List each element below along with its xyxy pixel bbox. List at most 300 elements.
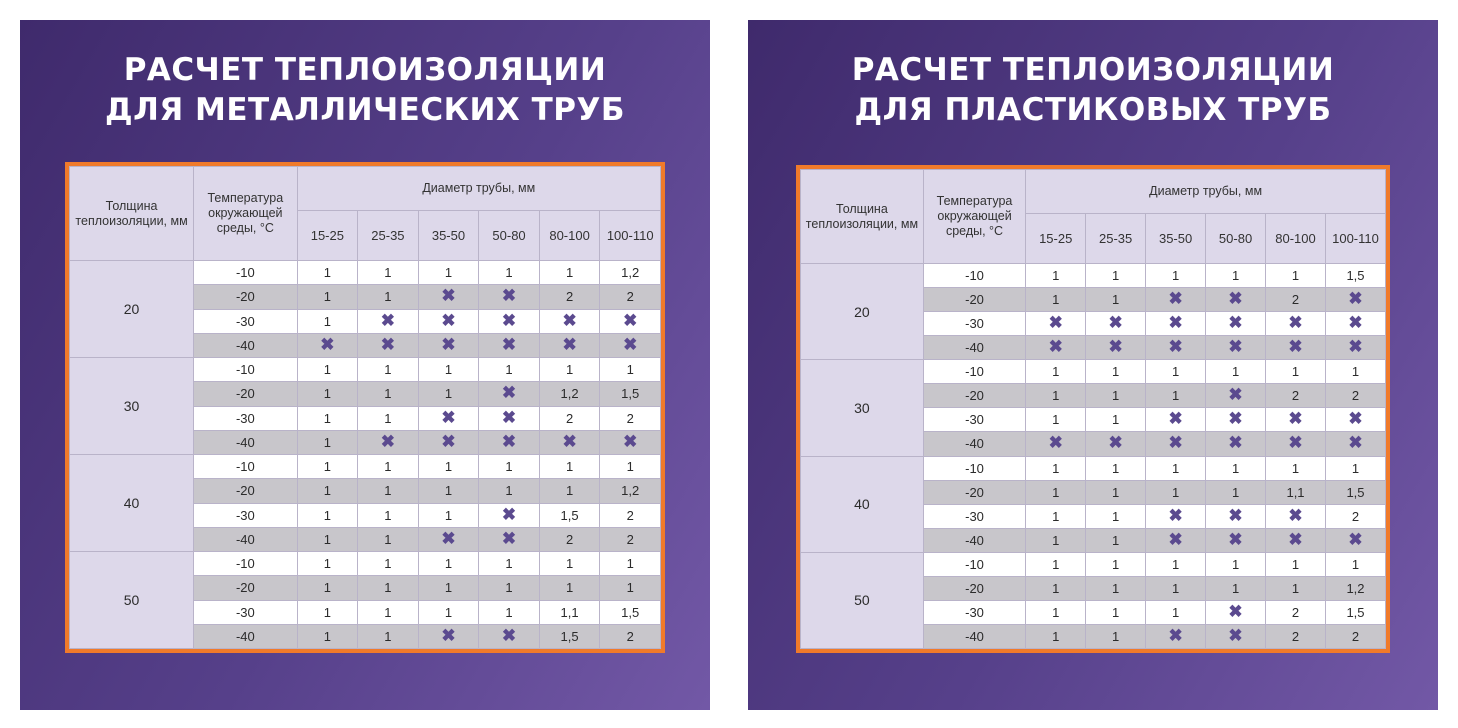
cross-icon: ✖: [1228, 529, 1243, 549]
temperature-cell: -10: [923, 264, 1025, 288]
not-applicable-cell: [1146, 504, 1206, 528]
temperature-cell: -10: [923, 456, 1025, 480]
thickness-cell: 40: [801, 456, 924, 552]
value-cell: 1: [539, 552, 600, 576]
temperature-cell: -30: [194, 600, 297, 624]
cross-icon: ✖: [441, 431, 456, 451]
temperature-cell: -40: [923, 528, 1025, 552]
value-cell: 1,2: [539, 382, 600, 406]
temperature-cell: -20: [194, 576, 297, 600]
cross-icon: ✖: [501, 528, 517, 548]
cross-icon: ✖: [1288, 313, 1303, 333]
cross-icon: ✖: [501, 407, 517, 427]
cross-icon: ✖: [562, 334, 577, 354]
value-cell: 1: [418, 552, 479, 576]
cross-icon: ✖: [1168, 529, 1183, 549]
not-applicable-cell: [600, 333, 661, 357]
cross-icon: ✖: [1228, 337, 1243, 357]
thickness-cell: 50: [801, 552, 924, 648]
value-cell: 1: [1206, 456, 1266, 480]
diameter-header: Диаметр трубы, мм: [297, 167, 660, 211]
insulation-table-frame: [65, 162, 665, 653]
value-cell: 1: [1026, 480, 1086, 504]
cross-icon: ✖: [1228, 625, 1243, 645]
title-line-1: РАСЧЕТ ТЕПЛОИЗОЛЯЦИИ: [123, 52, 607, 88]
insulation-table: [69, 166, 661, 649]
temperature-cell: -20: [194, 479, 297, 503]
value-cell: 1: [1026, 576, 1086, 600]
table-row: [801, 552, 1386, 576]
cross-icon: ✖: [623, 334, 638, 354]
diameter-column-header: 50-80: [479, 211, 540, 261]
table-row: [70, 261, 661, 285]
value-cell: 1: [1325, 456, 1385, 480]
value-cell: 1,2: [1325, 576, 1385, 600]
not-applicable-cell: [297, 333, 358, 357]
cross-icon: ✖: [1108, 337, 1123, 357]
value-cell: 1: [600, 455, 661, 479]
value-cell: 2: [600, 527, 661, 551]
not-applicable-cell: [1266, 312, 1326, 336]
value-cell: 1: [1146, 264, 1206, 288]
value-cell: 1: [358, 479, 419, 503]
cross-icon: ✖: [441, 310, 456, 330]
value-cell: 1: [1146, 384, 1206, 408]
temperature-cell: -30: [923, 504, 1025, 528]
not-applicable-cell: [358, 333, 419, 357]
cross-icon: ✖: [441, 286, 456, 306]
thickness-cell: 20: [801, 264, 924, 360]
value-cell: 1: [1086, 384, 1146, 408]
diameter-column-header: 15-25: [1026, 214, 1086, 264]
not-applicable-cell: [1206, 528, 1266, 552]
value-cell: 1,2: [600, 261, 661, 285]
not-applicable-cell: [358, 430, 419, 454]
diameter-header: Диаметр трубы, мм: [1026, 170, 1386, 214]
temperature-header: Температура окружающей среды, °С: [194, 167, 297, 261]
cross-icon: ✖: [562, 431, 577, 451]
value-cell: 1: [358, 261, 419, 285]
value-cell: 1,5: [600, 600, 661, 624]
value-cell: 1: [1146, 456, 1206, 480]
temperature-cell: -40: [194, 333, 297, 357]
value-cell: 1: [297, 309, 358, 333]
value-cell: 1: [479, 358, 540, 382]
not-applicable-cell: [1146, 624, 1206, 648]
not-applicable-cell: [1266, 408, 1326, 432]
temperature-cell: -30: [923, 408, 1025, 432]
cross-icon: ✖: [501, 334, 517, 354]
not-applicable-cell: [1026, 336, 1086, 360]
value-cell: 1: [1146, 576, 1206, 600]
temperature-cell: -30: [194, 309, 297, 333]
value-cell: 1: [1146, 480, 1206, 504]
value-cell: 2: [539, 527, 600, 551]
not-applicable-cell: [479, 624, 540, 648]
cross-icon: ✖: [1168, 337, 1183, 357]
value-cell: 1: [1026, 360, 1086, 384]
value-cell: 2: [600, 285, 661, 309]
cross-icon: ✖: [441, 625, 456, 645]
value-cell: 1,1: [1266, 480, 1326, 504]
value-cell: 1: [418, 261, 479, 285]
value-cell: 1: [1266, 456, 1326, 480]
not-applicable-cell: [418, 430, 479, 454]
not-applicable-cell: [1206, 504, 1266, 528]
cross-icon: ✖: [501, 383, 517, 403]
value-cell: 2: [600, 624, 661, 648]
temperature-cell: -10: [194, 455, 297, 479]
value-cell: 1: [1266, 360, 1326, 384]
cross-icon: ✖: [1228, 505, 1243, 525]
value-cell: 1,1: [539, 600, 600, 624]
not-applicable-cell: [539, 333, 600, 357]
cross-icon: ✖: [1168, 409, 1183, 429]
value-cell: 1: [1146, 600, 1206, 624]
not-applicable-cell: [358, 309, 419, 333]
value-cell: 1: [358, 503, 419, 527]
diameter-column-header: 25-35: [358, 211, 419, 261]
thickness-cell: 30: [801, 360, 924, 456]
value-cell: 1: [1026, 264, 1086, 288]
value-cell: 1: [1026, 624, 1086, 648]
value-cell: 1: [1026, 288, 1086, 312]
value-cell: 1: [297, 503, 358, 527]
panel-title: [748, 50, 1438, 130]
not-applicable-cell: [1086, 432, 1146, 456]
not-applicable-cell: [418, 333, 479, 357]
value-cell: 1: [1086, 504, 1146, 528]
not-applicable-cell: [1206, 336, 1266, 360]
value-cell: 1: [600, 552, 661, 576]
temperature-cell: -20: [194, 285, 297, 309]
not-applicable-cell: [1206, 432, 1266, 456]
cross-icon: ✖: [562, 310, 577, 330]
table-row: [70, 552, 661, 576]
value-cell: 1: [1026, 456, 1086, 480]
value-cell: 1,5: [600, 382, 661, 406]
not-applicable-cell: [418, 527, 479, 551]
value-cell: 1: [358, 576, 419, 600]
cross-icon: ✖: [1048, 337, 1063, 357]
value-cell: 1: [418, 600, 479, 624]
not-applicable-cell: [1146, 408, 1206, 432]
not-applicable-cell: [1146, 288, 1206, 312]
value-cell: 1: [297, 382, 358, 406]
diameter-column-header: 15-25: [297, 211, 358, 261]
value-cell: 1: [539, 576, 600, 600]
value-cell: 1: [1086, 456, 1146, 480]
temperature-cell: -10: [194, 358, 297, 382]
cross-icon: ✖: [1168, 433, 1183, 453]
value-cell: 1: [297, 479, 358, 503]
value-cell: 1: [1026, 552, 1086, 576]
cross-icon: ✖: [1168, 313, 1183, 333]
not-applicable-cell: [1146, 432, 1206, 456]
value-cell: 1: [1146, 360, 1206, 384]
value-cell: 1: [1026, 384, 1086, 408]
value-cell: 1: [1086, 576, 1146, 600]
thickness-header: Толщина теплоизоляции, мм: [801, 170, 924, 264]
not-applicable-cell: [1206, 600, 1266, 624]
cross-icon: ✖: [501, 286, 517, 306]
not-applicable-cell: [1325, 432, 1385, 456]
plastic-pipes-panel: [748, 20, 1438, 710]
not-applicable-cell: [418, 309, 479, 333]
not-applicable-cell: [539, 430, 600, 454]
cross-icon: ✖: [380, 334, 396, 354]
value-cell: 1: [358, 552, 419, 576]
title-line-2: ДЛЯ МЕТАЛЛИЧЕСКИХ ТРУБ: [105, 92, 625, 128]
value-cell: 1: [479, 261, 540, 285]
temperature-cell: -30: [194, 503, 297, 527]
not-applicable-cell: [1325, 408, 1385, 432]
value-cell: 1: [358, 382, 419, 406]
value-cell: 1: [358, 624, 419, 648]
thickness-cell: 30: [70, 358, 194, 455]
thickness-cell: 50: [70, 552, 194, 649]
value-cell: 2: [1325, 384, 1385, 408]
value-cell: 1: [1146, 552, 1206, 576]
value-cell: 1: [297, 285, 358, 309]
value-cell: 1: [1086, 360, 1146, 384]
cross-icon: ✖: [380, 310, 396, 330]
diameter-column-header: 35-50: [418, 211, 479, 261]
value-cell: 2: [1266, 600, 1326, 624]
not-applicable-cell: [418, 406, 479, 430]
value-cell: 1: [358, 527, 419, 551]
not-applicable-cell: [1325, 528, 1385, 552]
cross-icon: ✖: [1348, 529, 1363, 549]
value-cell: 1: [1026, 408, 1086, 432]
panel-title: [20, 50, 710, 130]
value-cell: 1,5: [539, 624, 600, 648]
cross-icon: ✖: [441, 334, 456, 354]
cross-icon: ✖: [1288, 409, 1303, 429]
value-cell: 1,2: [600, 479, 661, 503]
not-applicable-cell: [1266, 528, 1326, 552]
temperature-cell: -20: [194, 382, 297, 406]
cross-icon: ✖: [623, 431, 638, 451]
cross-icon: ✖: [1228, 313, 1243, 333]
value-cell: 1: [1086, 600, 1146, 624]
cross-icon: ✖: [1288, 529, 1303, 549]
value-cell: 1: [1026, 504, 1086, 528]
cross-icon: ✖: [1228, 385, 1243, 405]
temperature-cell: -30: [194, 406, 297, 430]
temperature-cell: -40: [923, 624, 1025, 648]
value-cell: 1: [539, 261, 600, 285]
not-applicable-cell: [1146, 312, 1206, 336]
value-cell: 1,5: [539, 503, 600, 527]
not-applicable-cell: [1026, 432, 1086, 456]
cross-icon: ✖: [1168, 289, 1183, 309]
cross-icon: ✖: [1228, 289, 1243, 309]
diameter-column-header: 80-100: [539, 211, 600, 261]
value-cell: 1: [1086, 288, 1146, 312]
value-cell: 1: [1266, 264, 1326, 288]
not-applicable-cell: [479, 430, 540, 454]
value-cell: 1: [297, 552, 358, 576]
not-applicable-cell: [418, 285, 479, 309]
cross-icon: ✖: [1048, 313, 1063, 333]
cross-icon: ✖: [501, 431, 517, 451]
not-applicable-cell: [600, 430, 661, 454]
not-applicable-cell: [479, 503, 540, 527]
value-cell: 1: [297, 406, 358, 430]
not-applicable-cell: [1266, 504, 1326, 528]
value-cell: 1: [539, 455, 600, 479]
value-cell: 1: [418, 503, 479, 527]
diameter-column-header: 100-110: [1325, 214, 1385, 264]
diameter-column-header: 80-100: [1266, 214, 1326, 264]
temperature-cell: -20: [923, 384, 1025, 408]
temperature-header: Температура окружающей среды, °С: [923, 170, 1025, 264]
value-cell: 1,5: [1325, 480, 1385, 504]
value-cell: 2: [1266, 288, 1326, 312]
value-cell: 1: [1325, 360, 1385, 384]
value-cell: 1: [1266, 552, 1326, 576]
temperature-cell: -10: [923, 552, 1025, 576]
value-cell: 1: [358, 406, 419, 430]
value-cell: 2: [1325, 504, 1385, 528]
not-applicable-cell: [479, 406, 540, 430]
value-cell: 1: [1026, 600, 1086, 624]
insulation-table-frame: [796, 165, 1390, 653]
value-cell: 1: [297, 358, 358, 382]
diameter-column-header: 100-110: [600, 211, 661, 261]
not-applicable-cell: [479, 285, 540, 309]
temperature-cell: -10: [923, 360, 1025, 384]
value-cell: 1: [600, 358, 661, 382]
value-cell: 1: [358, 358, 419, 382]
cross-icon: ✖: [501, 310, 517, 330]
cross-icon: ✖: [1348, 409, 1363, 429]
title-line-1: РАСЧЕТ ТЕПЛОИЗОЛЯЦИИ: [851, 52, 1335, 88]
not-applicable-cell: [479, 382, 540, 406]
value-cell: 2: [1266, 624, 1326, 648]
not-applicable-cell: [1325, 336, 1385, 360]
value-cell: 1: [297, 576, 358, 600]
cross-icon: ✖: [1048, 433, 1063, 453]
not-applicable-cell: [479, 309, 540, 333]
value-cell: 1: [479, 600, 540, 624]
value-cell: 1: [297, 624, 358, 648]
cross-icon: ✖: [1168, 625, 1183, 645]
value-cell: 1: [418, 358, 479, 382]
cross-icon: ✖: [441, 528, 456, 548]
not-applicable-cell: [600, 309, 661, 333]
metal-pipes-panel: [20, 20, 710, 710]
not-applicable-cell: [1325, 312, 1385, 336]
not-applicable-cell: [418, 624, 479, 648]
temperature-cell: -40: [923, 336, 1025, 360]
table-row: [801, 456, 1386, 480]
value-cell: 1: [297, 261, 358, 285]
temperature-cell: -20: [923, 288, 1025, 312]
cross-icon: ✖: [320, 334, 335, 354]
cross-icon: ✖: [1228, 433, 1243, 453]
value-cell: 1: [418, 455, 479, 479]
not-applicable-cell: [1266, 432, 1326, 456]
table-row: [70, 358, 661, 382]
value-cell: 1: [1206, 360, 1266, 384]
temperature-cell: -40: [923, 432, 1025, 456]
value-cell: 1: [297, 430, 358, 454]
value-cell: 1: [479, 455, 540, 479]
diameter-column-header: 35-50: [1146, 214, 1206, 264]
cross-icon: ✖: [1288, 433, 1303, 453]
cross-icon: ✖: [1108, 433, 1123, 453]
value-cell: 1: [1026, 528, 1086, 552]
diameter-column-header: 25-35: [1086, 214, 1146, 264]
value-cell: 1: [418, 576, 479, 600]
temperature-cell: -30: [923, 600, 1025, 624]
value-cell: 1: [358, 455, 419, 479]
cross-icon: ✖: [501, 504, 517, 524]
cross-icon: ✖: [1168, 505, 1183, 525]
value-cell: 1: [479, 576, 540, 600]
value-cell: 1: [1086, 264, 1146, 288]
not-applicable-cell: [1086, 312, 1146, 336]
value-cell: 1: [1086, 408, 1146, 432]
value-cell: 1: [1086, 624, 1146, 648]
cross-icon: ✖: [1228, 601, 1243, 621]
value-cell: 1: [539, 358, 600, 382]
not-applicable-cell: [1206, 408, 1266, 432]
cross-icon: ✖: [1108, 313, 1123, 333]
table-row: [801, 264, 1386, 288]
value-cell: 1: [358, 600, 419, 624]
value-cell: 1: [1206, 480, 1266, 504]
thickness-header: Толщина теплоизоляции, мм: [70, 167, 194, 261]
temperature-cell: -10: [194, 552, 297, 576]
thickness-cell: 40: [70, 455, 194, 552]
not-applicable-cell: [1146, 528, 1206, 552]
cross-icon: ✖: [1348, 433, 1363, 453]
value-cell: 1: [418, 479, 479, 503]
not-applicable-cell: [479, 527, 540, 551]
cross-icon: ✖: [1348, 289, 1363, 309]
not-applicable-cell: [479, 333, 540, 357]
value-cell: 2: [539, 285, 600, 309]
temperature-cell: -10: [194, 261, 297, 285]
cross-icon: ✖: [623, 310, 638, 330]
not-applicable-cell: [1206, 288, 1266, 312]
table-row: [70, 455, 661, 479]
not-applicable-cell: [1325, 288, 1385, 312]
value-cell: 1: [1266, 576, 1326, 600]
cross-icon: ✖: [1288, 505, 1303, 525]
value-cell: 1: [418, 382, 479, 406]
cross-icon: ✖: [1348, 337, 1363, 357]
cross-icon: ✖: [441, 407, 456, 427]
temperature-cell: -20: [923, 480, 1025, 504]
cross-icon: ✖: [1348, 313, 1363, 333]
value-cell: 1: [600, 576, 661, 600]
cross-icon: ✖: [1288, 337, 1303, 357]
value-cell: 1: [297, 455, 358, 479]
table-row: [801, 360, 1386, 384]
not-applicable-cell: [539, 309, 600, 333]
not-applicable-cell: [1206, 312, 1266, 336]
value-cell: 1: [297, 600, 358, 624]
not-applicable-cell: [1206, 384, 1266, 408]
value-cell: 1: [1206, 264, 1266, 288]
value-cell: 1: [297, 527, 358, 551]
title-line-2: ДЛЯ ПЛАСТИКОВЫХ ТРУБ: [854, 92, 1332, 128]
not-applicable-cell: [1206, 624, 1266, 648]
